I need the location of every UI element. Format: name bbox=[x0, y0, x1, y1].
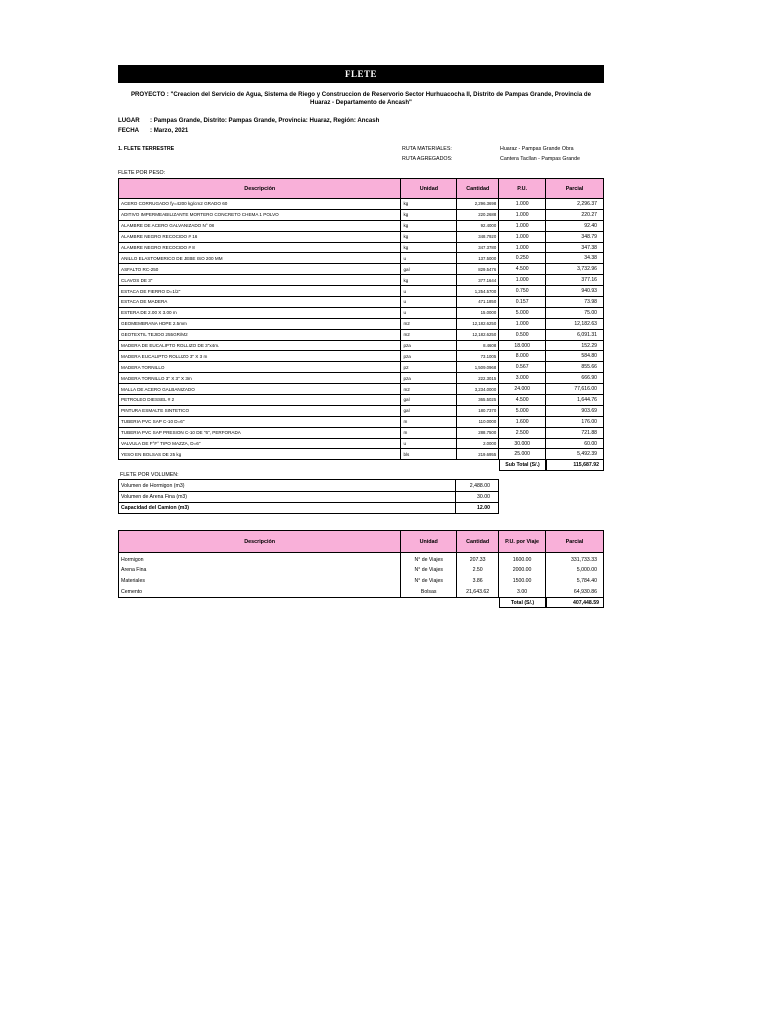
table-cell: gal bbox=[401, 264, 457, 275]
table-cell: MADERA TORNILLO 3" X 3" X 3m bbox=[119, 373, 401, 384]
table-cell: 3.000 bbox=[499, 373, 546, 384]
col-pu: P.U. bbox=[499, 179, 546, 199]
table-cell: 180.7370 bbox=[457, 405, 499, 416]
table-cell: 5,492.39 bbox=[546, 449, 604, 460]
table-row bbox=[119, 480, 499, 491]
ruta-agregados-label: RUTA AGREGADOS: bbox=[402, 156, 453, 162]
table-cell: 110.0000 bbox=[457, 416, 499, 427]
table-row bbox=[119, 231, 604, 242]
table-row bbox=[119, 351, 604, 362]
table-row bbox=[119, 264, 604, 275]
table-cell: 219.6955 bbox=[457, 449, 499, 460]
table-cell: MADERA EUCALIPTO ROLLIZO 3" X 3 m bbox=[119, 351, 401, 362]
section-heading: 1. FLETE TERRESTRE bbox=[118, 146, 175, 152]
table-cell: pza bbox=[401, 351, 457, 362]
table-cell: u bbox=[401, 307, 457, 318]
table-cell: 903.69 bbox=[546, 405, 604, 416]
table-cell: 666.90 bbox=[546, 373, 604, 384]
weight-table-body bbox=[119, 199, 604, 460]
table-cell: 176.00 bbox=[546, 416, 604, 427]
table-cell: 73.1005 bbox=[457, 351, 499, 362]
table-cell: CLAVOS DE 3" bbox=[119, 275, 401, 286]
table-cell: kg bbox=[401, 275, 457, 286]
table-cell: 348.79 bbox=[546, 231, 604, 242]
proyecto-text: PROYECTO : "Creacion del Servicio de Agua, Sistema de Riego y Construccion de Reservorio Sector Hurhuacocha II, Distrito de Pampas Grande, Provincia de Huaraz - Departamento de Ancash" bbox=[130, 91, 592, 106]
col-cantidad: Cantidad bbox=[457, 531, 499, 553]
table-row bbox=[119, 395, 604, 406]
table-cell: gal bbox=[401, 405, 457, 416]
table-cell: GEOTEXTIL TEJIDO 255GR/M2 bbox=[119, 329, 401, 340]
table-cell: Volumen de Arena Fina (m3) bbox=[119, 491, 456, 502]
table-row bbox=[119, 384, 604, 395]
table-cell: kg bbox=[401, 242, 457, 253]
table-cell: u bbox=[401, 438, 457, 449]
table-cell: 92.4000 bbox=[457, 220, 499, 231]
table-cell: 2,296.3698 bbox=[457, 199, 499, 210]
table-cell: ALAMBRE NEGRO RECOCIDO # 8 bbox=[119, 242, 401, 253]
table-cell: 1500.00 bbox=[499, 575, 546, 586]
table-cell: 855.66 bbox=[546, 362, 604, 373]
table-cell: 24.000 bbox=[499, 384, 546, 395]
trips-table-body bbox=[119, 553, 604, 598]
table-cell: Cemento bbox=[119, 587, 401, 598]
table-cell: N° de Viajes bbox=[401, 575, 457, 586]
trips-table-header bbox=[119, 531, 604, 553]
table-cell: 348.7920 bbox=[457, 231, 499, 242]
col-cantidad: Cantidad bbox=[457, 179, 499, 199]
table-row bbox=[119, 329, 604, 340]
table-cell: gal bbox=[401, 395, 457, 406]
col-pu-viaje: P.U. por Viaje bbox=[499, 531, 546, 553]
table-cell: m bbox=[401, 427, 457, 438]
table-row bbox=[119, 575, 604, 586]
table-row bbox=[119, 564, 604, 575]
table-cell: ACERO CORRUGADO fy=4200 kg/cm2 GRADO 60 bbox=[119, 199, 401, 210]
table-cell: 5.000 bbox=[499, 405, 546, 416]
table-cell: bls bbox=[401, 449, 457, 460]
col-unidad: Unidad bbox=[401, 531, 457, 553]
table-cell: 5,000.00 bbox=[546, 564, 604, 575]
table-cell: 3,234.0000 bbox=[457, 384, 499, 395]
table-row bbox=[119, 275, 604, 286]
table-cell: 1,254.5700 bbox=[457, 286, 499, 297]
table-cell: p2 bbox=[401, 362, 457, 373]
col-descripcion: Descripción bbox=[119, 179, 401, 199]
table-cell: 1.000 bbox=[499, 209, 546, 220]
table-cell: 30.00 bbox=[456, 491, 499, 502]
col-parcial: Parcial bbox=[546, 179, 604, 199]
flete-por-volumen-label: FLETE POR VOLUMEN: bbox=[120, 472, 179, 479]
table-cell: Volumen de Hormigon (m3) bbox=[119, 480, 456, 491]
table-cell: 4.500 bbox=[499, 395, 546, 406]
table-cell: 584.80 bbox=[546, 351, 604, 362]
table-cell: u bbox=[401, 253, 457, 264]
page-title: FLETE bbox=[118, 65, 604, 83]
table-cell: 1,644.76 bbox=[546, 395, 604, 406]
table-cell: m2 bbox=[401, 384, 457, 395]
table-cell: 75.00 bbox=[546, 307, 604, 318]
table-cell: 0.567 bbox=[499, 362, 546, 373]
table-cell: 288.7500 bbox=[457, 427, 499, 438]
table-cell: 12,182.6250 bbox=[457, 329, 499, 340]
table-cell: kg bbox=[401, 231, 457, 242]
table-cell: 377.1644 bbox=[457, 275, 499, 286]
table-row bbox=[119, 220, 604, 231]
table-cell: 1.000 bbox=[499, 318, 546, 329]
table-row bbox=[119, 405, 604, 416]
table-cell: ESTACA DE MADERA bbox=[119, 297, 401, 308]
table-cell: PETROLEO DIESSEL # 2 bbox=[119, 395, 401, 406]
table-cell: 3,732.96 bbox=[546, 264, 604, 275]
table-cell: 137.5000 bbox=[457, 253, 499, 264]
table-cell: 12,182.63 bbox=[546, 318, 604, 329]
total-row bbox=[118, 598, 604, 608]
ruta-materiales-label: RUTA MATERIALES: bbox=[402, 146, 452, 152]
table-cell: 1.000 bbox=[499, 242, 546, 253]
table-cell: 12.00 bbox=[456, 502, 499, 513]
table-cell: MADERA TORNILLO bbox=[119, 362, 401, 373]
table-cell: 64,930.86 bbox=[546, 587, 604, 598]
table-cell: 365.5025 bbox=[457, 395, 499, 406]
table-cell: kg bbox=[401, 199, 457, 210]
table-cell: 34.38 bbox=[546, 253, 604, 264]
col-parcial: Parcial bbox=[546, 531, 604, 553]
table-cell: 1.000 bbox=[499, 199, 546, 210]
table-cell: 1600.00 bbox=[499, 553, 546, 564]
trips-table bbox=[118, 530, 604, 598]
table-cell: 3.86 bbox=[457, 575, 499, 586]
table-row bbox=[119, 553, 604, 564]
col-descripcion: Descripción bbox=[119, 531, 401, 553]
table-row bbox=[119, 373, 604, 384]
table-cell: ESTACA DE FIERRO D=1/2" bbox=[119, 286, 401, 297]
table-row bbox=[119, 340, 604, 351]
table-cell: N° de Viajes bbox=[401, 553, 457, 564]
col-unidad: Unidad bbox=[401, 179, 457, 199]
flete-por-peso-label: FLETE POR PESO: bbox=[118, 170, 166, 176]
table-cell: u bbox=[401, 297, 457, 308]
table-cell: VALVULA DE F°F° TIPO MAZZA, D=6" bbox=[119, 438, 401, 449]
table-row bbox=[119, 362, 604, 373]
table-cell: 0.500 bbox=[499, 329, 546, 340]
table-cell: 1.600 bbox=[499, 416, 546, 427]
table-row bbox=[119, 297, 604, 308]
table-cell: 21,643.62 bbox=[457, 587, 499, 598]
table-cell: 347.38 bbox=[546, 242, 604, 253]
table-row bbox=[119, 491, 499, 502]
table-cell: 0.157 bbox=[499, 297, 546, 308]
table-cell: 3.00 bbox=[499, 587, 546, 598]
table-cell: 18.000 bbox=[499, 340, 546, 351]
table-cell: ALAMBRE DE ACERO GALVANIZADO N° 08 bbox=[119, 220, 401, 231]
table-cell: MADERA DE EUCALIPTO ROLLIZO DE 3"x4m. bbox=[119, 340, 401, 351]
table-cell: TUBERIA PVC SAP C-10 D=6" bbox=[119, 416, 401, 427]
table-cell: 0.750 bbox=[499, 286, 546, 297]
table-cell: 2.500 bbox=[499, 427, 546, 438]
fecha-label: FECHA bbox=[118, 126, 139, 134]
ruta-materiales-value: Huaraz - Pampas Grande Obra bbox=[500, 146, 574, 152]
table-cell: 377.16 bbox=[546, 275, 604, 286]
table-cell: MALLA DE ACERO GALBANIZADO bbox=[119, 384, 401, 395]
table-cell: 829.5476 bbox=[457, 264, 499, 275]
table-cell: 222.3015 bbox=[457, 373, 499, 384]
table-cell: 92.40 bbox=[546, 220, 604, 231]
table-row bbox=[119, 286, 604, 297]
subtotal-value: 115,687.92 bbox=[546, 460, 604, 471]
table-row bbox=[119, 253, 604, 264]
table-cell: N° de Viajes bbox=[401, 564, 457, 575]
table-row bbox=[119, 502, 499, 513]
table-cell: m2 bbox=[401, 318, 457, 329]
table-cell: ESTERA DE 2.00 X 3.00 m bbox=[119, 307, 401, 318]
table-cell: 1.000 bbox=[499, 275, 546, 286]
weight-table-header bbox=[119, 179, 604, 199]
table-cell: GEOMEMBRANA HDPE 2.5mm bbox=[119, 318, 401, 329]
table-cell: Capacidad del Camion (m3) bbox=[119, 502, 456, 513]
table-cell: 0.250 bbox=[499, 253, 546, 264]
table-cell: ALAMBRE NEGRO RECOCIDO # 16 bbox=[119, 231, 401, 242]
table-cell: 5,784.40 bbox=[546, 575, 604, 586]
table-cell: 73.98 bbox=[546, 297, 604, 308]
table-cell: 4.500 bbox=[499, 264, 546, 275]
table-row bbox=[119, 438, 604, 449]
table-row bbox=[119, 199, 604, 210]
table-row bbox=[119, 416, 604, 427]
subtotal-row bbox=[118, 460, 604, 471]
table-cell: ADITIVO IMPERMEABILIZANTE MORTERO CONCRETO CHEMA 1 POLVO bbox=[119, 209, 401, 220]
ruta-agregados-value: Cantera Tacllan - Pampas Grande bbox=[500, 156, 580, 162]
table-cell: 8.000 bbox=[499, 351, 546, 362]
table-cell: Materiales bbox=[119, 575, 401, 586]
table-cell: m2 bbox=[401, 329, 457, 340]
table-cell: u bbox=[401, 286, 457, 297]
table-cell: pza bbox=[401, 340, 457, 351]
table-cell: 15.0000 bbox=[457, 307, 499, 318]
table-cell: 331,733.33 bbox=[546, 553, 604, 564]
table-cell: 940.93 bbox=[546, 286, 604, 297]
table-cell: Arena Fina bbox=[119, 564, 401, 575]
table-cell: Hormigon bbox=[119, 553, 401, 564]
table-cell: 8.4608 bbox=[457, 340, 499, 351]
table-cell: 5.000 bbox=[499, 307, 546, 318]
subtotal-label: Sub Total (S/.) bbox=[499, 460, 546, 471]
table-cell: 1.000 bbox=[499, 231, 546, 242]
table-cell: 471.1850 bbox=[457, 297, 499, 308]
lugar-label: LUGAR bbox=[118, 117, 140, 124]
route-info bbox=[118, 146, 604, 166]
table-cell: 207.33 bbox=[457, 553, 499, 564]
table-cell: 2,488.00 bbox=[456, 480, 499, 491]
table-row bbox=[119, 318, 604, 329]
table-cell: m bbox=[401, 416, 457, 427]
table-row bbox=[119, 242, 604, 253]
table-cell: 152.29 bbox=[546, 340, 604, 351]
table-cell: TUBERIA PVC SAP PRESION C-10 DE "6", PERFORADA bbox=[119, 427, 401, 438]
table-cell: kg bbox=[401, 209, 457, 220]
table-cell: PINTURA ESMALTE SINTETICO bbox=[119, 405, 401, 416]
lugar-value: : Pampas Grande, Distrito: Pampas Grande, Provincia: Huaraz, Región: Ancash bbox=[150, 117, 380, 124]
table-cell: 6,091.31 bbox=[546, 329, 604, 340]
sheet bbox=[118, 65, 604, 608]
table-cell: ANILLO ELASTOMERICO DE JEBE ISO 200 MM bbox=[119, 253, 401, 264]
meta-block bbox=[118, 116, 604, 135]
table-cell: 1.000 bbox=[499, 220, 546, 231]
table-row bbox=[119, 587, 604, 598]
table-cell: 2000.00 bbox=[499, 564, 546, 575]
total-value: 407,448.59 bbox=[546, 598, 604, 608]
table-cell: 12,182.6250 bbox=[457, 318, 499, 329]
table-cell: 721.88 bbox=[546, 427, 604, 438]
table-cell: kg bbox=[401, 220, 457, 231]
table-cell: 220.27 bbox=[546, 209, 604, 220]
table-cell: YESO EN BOLSAS DE 25 kg bbox=[119, 449, 401, 460]
table-cell: 2.50 bbox=[457, 564, 499, 575]
table-cell: ASFALTO RC-250 bbox=[119, 264, 401, 275]
weight-table bbox=[118, 178, 604, 460]
table-cell: 2,296.37 bbox=[546, 199, 604, 210]
volume-table bbox=[118, 479, 499, 514]
volume-table-body bbox=[119, 480, 499, 514]
table-row bbox=[119, 307, 604, 318]
table-cell: 1,509.0968 bbox=[457, 362, 499, 373]
table-cell: 347.3780 bbox=[457, 242, 499, 253]
table-cell: Bolsas bbox=[401, 587, 457, 598]
table-cell: 30.000 bbox=[499, 438, 546, 449]
table-row bbox=[119, 449, 604, 460]
table-cell: 77,616.00 bbox=[546, 384, 604, 395]
table-cell: 25.000 bbox=[499, 449, 546, 460]
table-cell: 2.0000 bbox=[457, 438, 499, 449]
table-cell: 220.2688 bbox=[457, 209, 499, 220]
table-row bbox=[119, 209, 604, 220]
fecha-value: : Marzo, 2021 bbox=[150, 126, 189, 134]
total-label: Total (S/.) bbox=[499, 598, 546, 608]
table-row bbox=[119, 427, 604, 438]
table-cell: pza bbox=[401, 373, 457, 384]
table-cell: 60.00 bbox=[546, 438, 604, 449]
